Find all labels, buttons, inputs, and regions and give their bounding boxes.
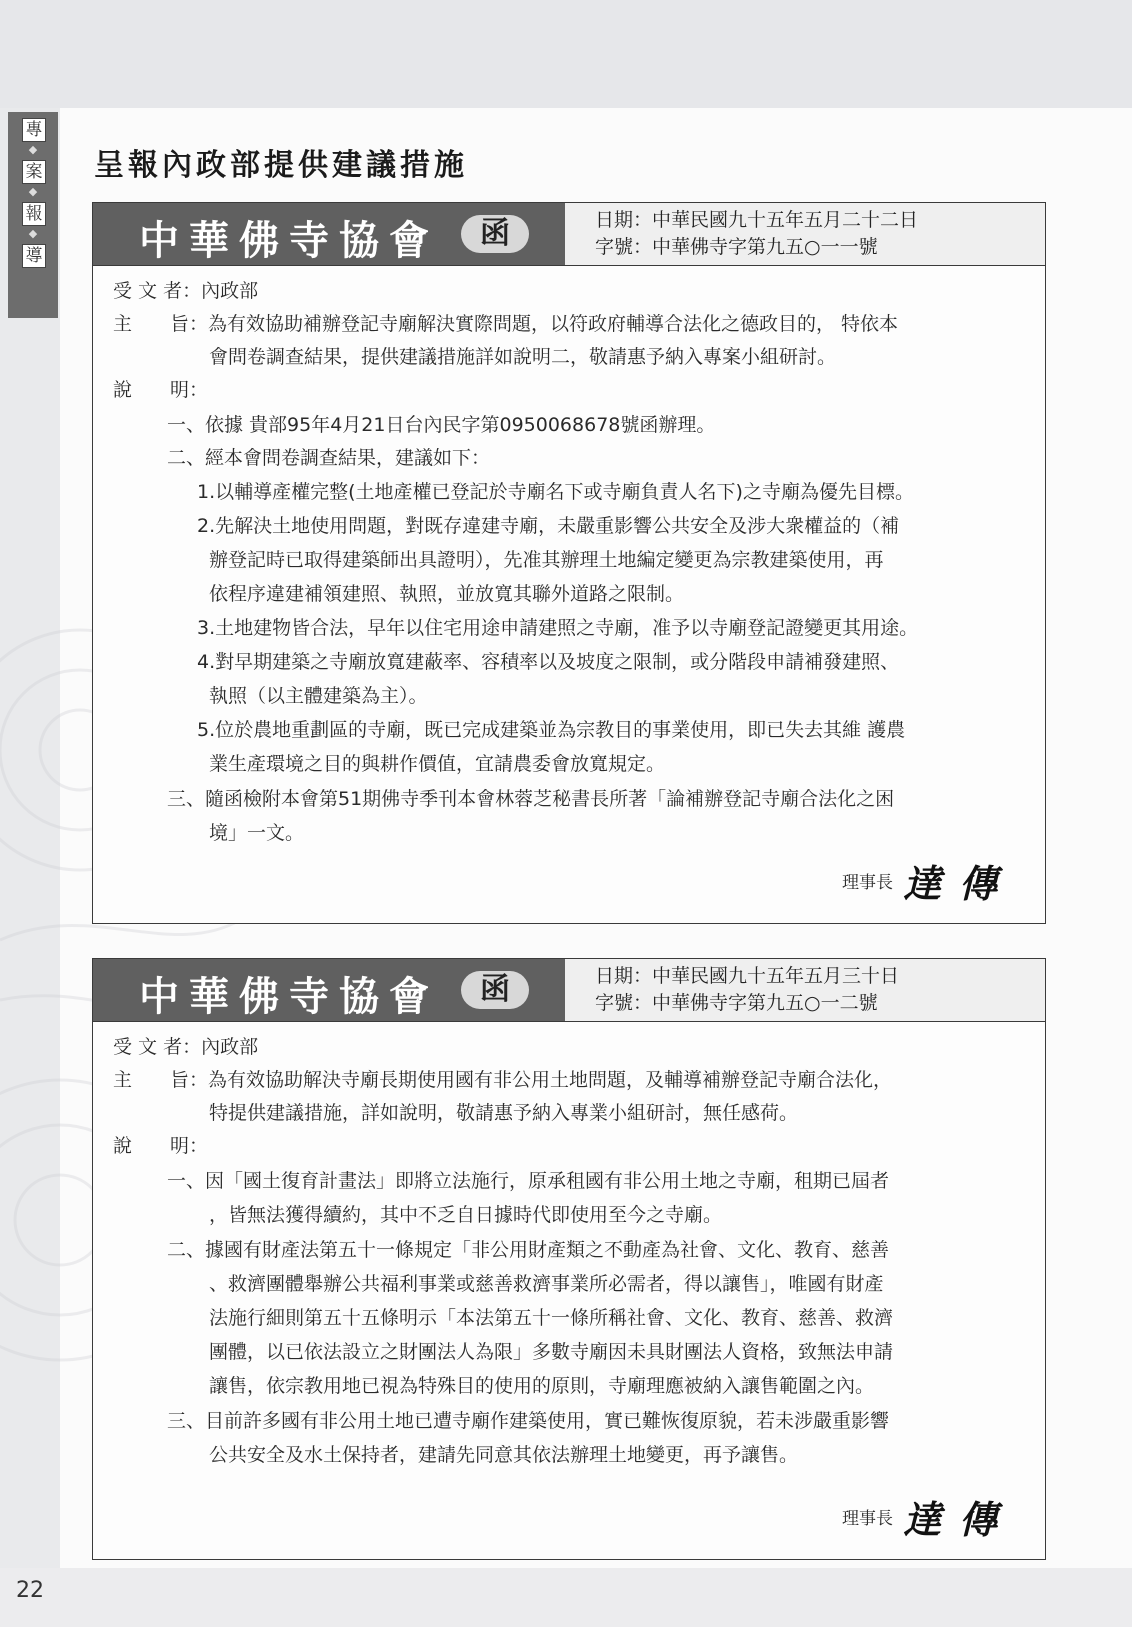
page-title: 呈報內政部提供建議措施	[94, 148, 468, 183]
explanation-item: 三、目前許多國有非公用土地已遭寺廟作建築使用，實已難恢復原貌，若未涉嚴重影響	[167, 1410, 890, 1432]
letter-badge: 函	[461, 215, 529, 253]
recipient-line: 受 文 者：內政部	[113, 1036, 259, 1058]
signer-name: 達傳	[902, 1498, 1015, 1542]
sidebar-char: 報	[22, 202, 46, 226]
subject-line: 主 旨：為有效協助解決寺廟長期使用國有非公用土地問題，及輔導補辦登記寺廟合法化，	[113, 1069, 893, 1091]
sidebar-char: 導	[22, 244, 46, 268]
explanation-item: ，皆無法獲得續約，其中不乏自日據時代即使用至今之寺廟。	[209, 1204, 723, 1226]
suggestion-item: 3.土地建物皆合法，早年以住宅用途申請建照之寺廟，准予以寺廟登記證變更其用途。	[197, 617, 919, 639]
diamond-icon: ◆	[28, 143, 38, 156]
letter-1	[92, 202, 1046, 924]
signature-block	[842, 1489, 1015, 1544]
letter-date: 日期：中華民國九十五年五月三十日	[595, 965, 900, 987]
subject-line: 主 旨：為有效協助補辦登記寺廟解決實際問題，以符政府輔導合法化之德政目的， 特依本	[113, 313, 899, 335]
subject-line: 會問卷調查結果，提供建議措施詳如說明二，敬請惠予納入專案小組研討。	[209, 346, 837, 368]
diamond-icon: ◆	[28, 227, 38, 240]
org-banner	[93, 959, 565, 1021]
suggestion-item: 4.對早期建築之寺廟放寬建蔽率、容積率以及坡度之限制，或分階段申請補發建照、	[197, 651, 900, 673]
page-number: 22	[16, 1578, 44, 1603]
explanation-item: 團體，以已依法設立之財團法人為限」多數寺廟因未具財團法人資格，致無法申請	[209, 1341, 894, 1363]
explanation-item: 一、因「國土復育計畫法」即將立法施行，原承租國有非公用土地之寺廟，租期已屆者	[167, 1170, 890, 1192]
sidebar-char: 案	[22, 160, 46, 184]
org-name: 中華佛寺協會	[139, 973, 439, 1020]
signer-role: 理事長	[841, 1509, 893, 1529]
letter-body	[93, 1022, 1045, 1558]
explanation-item: 三、隨函檢附本會第51期佛寺季刊本會林蓉芝秘書長所著「論補辦登記寺廟合法化之困	[167, 788, 895, 810]
subject-line: 特提供建議措施，詳如說明，敬請惠予納入專業小組研討，無任感荷。	[209, 1102, 799, 1124]
footer-band	[0, 1568, 1132, 1627]
explanation-heading: 說 明：	[113, 1135, 209, 1157]
sidebar-char: 專	[22, 118, 46, 142]
suggestion-item: 執照（以主體建築為主）。	[209, 685, 428, 707]
suggestion-item: 1.以輔導產權完整(土地產權已登記於寺廟名下或寺廟負責人名下)之寺廟為優先目標。	[197, 481, 914, 503]
top-band	[0, 0, 1132, 108]
explanation-item: 公共安全及水土保持者，建請先同意其依法辦理土地變更，再予讓售。	[209, 1444, 799, 1466]
explanation-item: 二、據國有財產法第五十一條規定「非公用財產類之不動產為社會、文化、教育、慈善	[167, 1239, 890, 1261]
org-banner	[93, 203, 565, 265]
recipient-line: 受 文 者：內政部	[113, 280, 259, 302]
letter-header	[93, 203, 1045, 266]
signer-role: 理事長	[841, 873, 893, 893]
explanation-item: 、救濟團體舉辦公共福利事業或慈善救濟事業所必需者，得以讓售」，唯國有財產	[209, 1273, 884, 1295]
org-name: 中華佛寺協會	[139, 217, 439, 264]
explanation-item: 二、經本會問卷調查結果，建議如下：	[167, 447, 491, 469]
explanation-item: 法施行細則第五十五條明示「本法第五十一條所稱社會、文化、教育、慈善、救濟	[209, 1307, 894, 1329]
explanation-item: 讓售，依宗教用地已視為特殊目的使用的原則，寺廟理應被納入讓售範圍之內。	[209, 1375, 875, 1397]
diamond-icon: ◆	[28, 185, 38, 198]
signature-block	[842, 853, 1015, 908]
letter-ref: 字號：中華佛寺字第九五○一二號	[595, 992, 878, 1014]
suggestion-item: 5.位於農地重劃區的寺廟，既已完成建築並為宗教目的事業使用，即已失去其維 護農	[197, 719, 906, 741]
letter-meta	[565, 203, 1045, 265]
suggestion-item: 業生產環境之目的與耕作價值，宜請農委會放寬規定。	[209, 753, 666, 775]
suggestion-item: 依程序違建補領建照、執照，並放寬其聯外道路之限制。	[209, 583, 685, 605]
letter-header	[93, 959, 1045, 1022]
explanation-item: 一、依據 貴部95年4月21日台內民字第0950068678號函辦理。	[167, 414, 716, 436]
explanation-item: 境」一文。	[209, 822, 305, 844]
suggestion-item: 2.先解決土地使用問題，對既存違建寺廟，未嚴重影響公共安全及涉大衆權益的（補	[197, 515, 900, 537]
letter-body	[93, 266, 1045, 922]
letter-date: 日期：中華民國九十五年五月二十二日	[595, 209, 919, 231]
suggestion-item: 辦登記時已取得建築師出具證明），先准其辦理土地編定變更為宗教建築使用，再	[209, 549, 884, 571]
section-sidebar	[8, 112, 58, 318]
explanation-heading: 說 明：	[113, 379, 209, 401]
letter-ref: 字號：中華佛寺字第九五○一一號	[595, 236, 878, 258]
signer-name: 達傳	[902, 862, 1015, 906]
letter-2	[92, 958, 1046, 1560]
letter-meta	[565, 959, 1045, 1021]
letter-badge: 函	[461, 971, 529, 1009]
